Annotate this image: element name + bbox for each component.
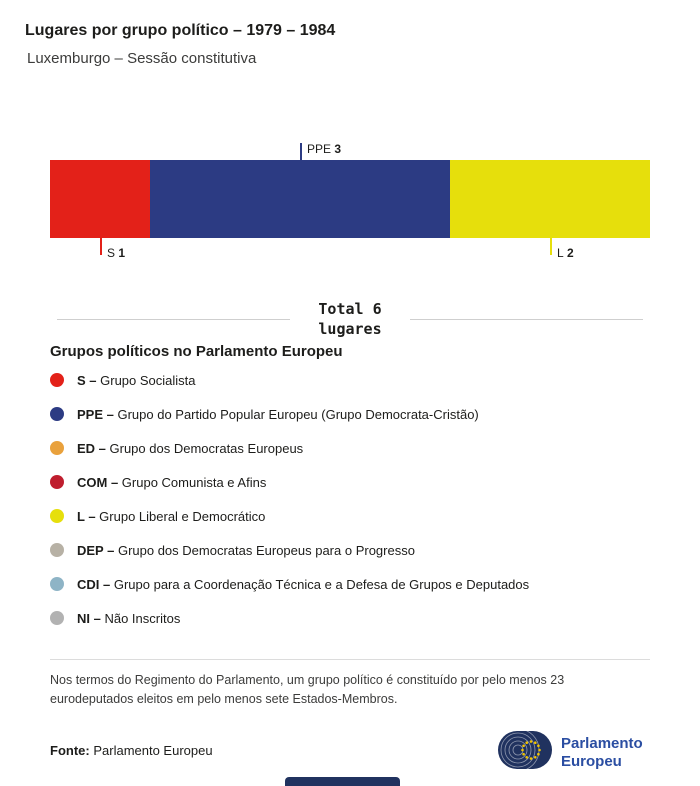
parlamento-europeu-logo (498, 729, 650, 773)
legend-item-s (50, 363, 650, 397)
total-label (290, 300, 409, 339)
source-label: Fonte: (50, 743, 90, 759)
logo-text-line2: Europeu (561, 752, 622, 770)
bar-segment-l[interactable] (450, 160, 650, 238)
source-line (50, 743, 213, 758)
hemicycle-mark (498, 729, 552, 771)
legend (50, 343, 650, 635)
legend-dot (50, 509, 64, 523)
page-subtitle: Luxemburgo – Sessão constitutiva (27, 50, 257, 67)
page-title: Lugares por grupo político – 1979 – 1984 (25, 22, 336, 39)
legend-dot (50, 475, 64, 489)
legend-item-l (50, 499, 650, 533)
total-rule-right (410, 319, 643, 320)
tick-label-ppe (300, 138, 341, 160)
legend-item-com (50, 465, 650, 499)
footnote-text: Nos termos do Regimento do Parlamento, um grupo político é constituído por pelo menos 23 eurodeputados eleitos em pelo menos sete Estados-Membros. (50, 673, 565, 707)
legend-dot (50, 407, 64, 421)
legend-label: CDI – Grupo para a Coordenação Técnica e a Defesa de Grupos e Deputados (77, 576, 530, 592)
total-label-line1: Total 6 (318, 300, 382, 318)
legend-heading: Grupos políticos no Parlamento Europeu (50, 343, 343, 360)
footer (50, 729, 650, 773)
legend-dot (50, 441, 64, 455)
tick-label-s (100, 238, 125, 262)
tick-label-l (550, 238, 574, 262)
total-rule-left (57, 319, 290, 320)
logo-text-line1: Parlamento (561, 734, 643, 752)
tick-text: PPE 3 (307, 142, 342, 156)
legend-item-dep (50, 533, 650, 567)
tick-mark (100, 238, 102, 255)
seats-bar-chart (50, 138, 650, 262)
bar-segment-ppe[interactable] (150, 160, 450, 238)
legend-dot (50, 577, 64, 591)
legend-item-ppe (50, 397, 650, 431)
tick-mark (550, 238, 552, 255)
legend-label: L – Grupo Liberal e Democrático (77, 508, 266, 524)
legend-label: ED – Grupo dos Democratas Europeus (77, 440, 304, 456)
footnote-divider (50, 659, 650, 660)
legend-label: S – Grupo Socialista (77, 372, 196, 388)
legend-dot (50, 373, 64, 387)
total-label-line2: lugares (318, 319, 382, 338)
tick-text: L 2 (557, 246, 574, 260)
legend-label: NI – Não Inscritos (77, 610, 181, 626)
legend-item-ni (50, 601, 650, 635)
legend-label: COM – Grupo Comunista e Afins (77, 474, 267, 490)
legend-label: PPE – Grupo do Partido Popular Europeu (Grupo Democrata-Cristão) (77, 406, 479, 422)
total-divider (57, 300, 643, 339)
legend-label: DEP – Grupo dos Democratas Europeus para o Progresso (77, 542, 415, 558)
legend-dot (50, 611, 64, 625)
stacked-bar (50, 160, 650, 238)
cropped-bottom-tab[interactable] (285, 777, 400, 786)
legend-item-ed (50, 431, 650, 465)
legend-item-cdi (50, 567, 650, 601)
tick-text: S 1 (107, 246, 126, 260)
legend-dot (50, 543, 64, 557)
tick-mark (300, 143, 302, 160)
source-value: Parlamento Europeu (93, 743, 213, 759)
bar-segment-s[interactable] (50, 160, 150, 238)
legend-list (50, 363, 650, 635)
